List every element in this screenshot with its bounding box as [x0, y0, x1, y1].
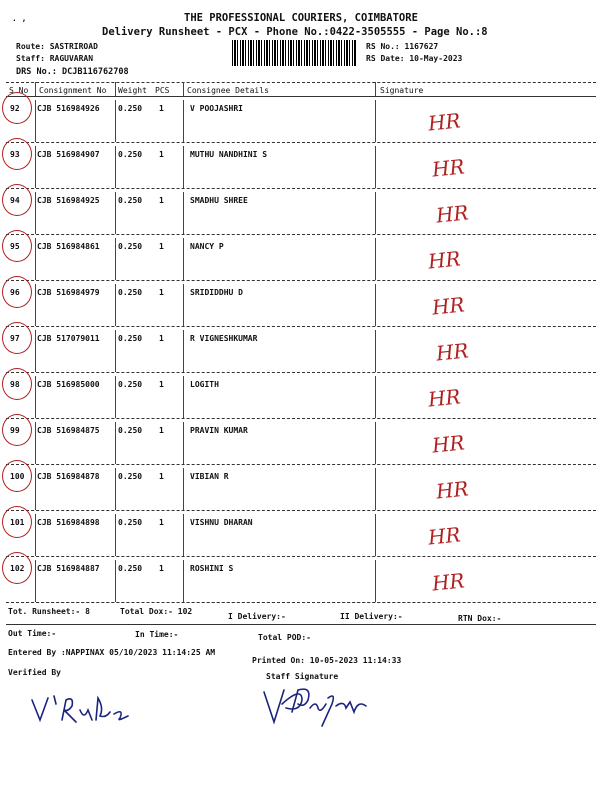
col-divider [183, 514, 184, 556]
row-divider [6, 188, 596, 189]
col-sno: S No [9, 86, 29, 95]
consignment-number: CJB 516984887 [37, 564, 100, 573]
weight-value: 0.250 [118, 104, 143, 113]
staff-signature-label: Staff Signature [266, 672, 339, 681]
weight-value: 0.250 [118, 564, 143, 573]
serial-number: 93 [10, 150, 20, 159]
staff-signature [262, 682, 372, 730]
rs-date: RS Date: 10-May-2023 [366, 54, 463, 63]
row-divider [6, 418, 596, 419]
pcs-value: 1 [159, 150, 164, 159]
total-pod: Total POD:- [258, 633, 311, 642]
consignment-number: CJB 516984926 [37, 104, 100, 113]
row-divider [6, 142, 596, 143]
runsheet-subtitle: Delivery Runsheet - PCX - Phone No.:0422-3505555 - Page No.:8 [102, 26, 488, 38]
serial-number: 101 [10, 518, 25, 527]
col-divider [183, 82, 184, 96]
serial-circle-mark [2, 230, 32, 262]
pcs-value: 1 [159, 242, 164, 251]
tot-runsheet: Tot. Runsheet:- 8 [8, 607, 90, 616]
weight-value: 0.250 [118, 196, 143, 205]
col-divider [35, 100, 36, 142]
consignment-number: CJB 516984875 [37, 426, 100, 435]
col-divider [375, 238, 376, 280]
pcs-value: 1 [159, 472, 164, 481]
pcs-value: 1 [159, 380, 164, 389]
recipient-signature: HR [430, 568, 466, 596]
col-divider [35, 330, 36, 372]
col-divider [183, 468, 184, 510]
col-divider [375, 192, 376, 234]
col-divider [375, 468, 376, 510]
col-signature: Signature [380, 86, 424, 95]
recipient-signature: HR [426, 246, 462, 274]
col-divider [115, 146, 116, 188]
weight-value: 0.250 [118, 334, 143, 343]
verified-by: Verified By [8, 668, 61, 677]
col-divider [183, 560, 184, 602]
weight-value: 0.250 [118, 380, 143, 389]
table-row [0, 422, 600, 468]
consignee-name: NANCY P [190, 242, 224, 251]
table-row [0, 100, 600, 146]
pcs-value: 1 [159, 518, 164, 527]
weight-value: 0.250 [118, 288, 143, 297]
entered-by: Entered By :NAPPINAX 05/10/2023 11:14:25 AM [8, 648, 216, 657]
serial-circle-mark [2, 414, 32, 446]
col-divider [183, 100, 184, 142]
col-divider [375, 376, 376, 418]
serial-number: 92 [10, 104, 20, 113]
company-title: THE PROFESSIONAL COURIERS, COIMBATORE [184, 12, 418, 24]
col-divider [115, 514, 116, 556]
col-divider [35, 238, 36, 280]
footer-mid-rule [6, 624, 596, 625]
consignee-name: R VIGNESHKUMAR [190, 334, 258, 343]
serial-circle-mark [2, 92, 32, 124]
col-divider [35, 514, 36, 556]
serial-circle-mark [2, 552, 32, 584]
staff-label: Staff: RAGUVARAN [16, 54, 94, 63]
col-divider [35, 146, 36, 188]
col-divider [35, 560, 36, 602]
recipient-signature: HR [426, 384, 462, 412]
col-divider [183, 192, 184, 234]
serial-circle-mark [2, 138, 32, 170]
serial-circle-mark [2, 506, 32, 538]
serial-circle-mark [2, 460, 32, 492]
verifier-signature [28, 690, 138, 730]
table-top-rule [6, 82, 596, 83]
row-divider [6, 326, 596, 327]
table-row [0, 284, 600, 330]
table-row [0, 192, 600, 238]
ii-delivery: II Delivery:- [340, 612, 403, 621]
table-row [0, 376, 600, 422]
col-divider [35, 192, 36, 234]
weight-value: 0.250 [118, 518, 143, 527]
recipient-signature: HR [430, 430, 466, 458]
serial-number: 96 [10, 288, 20, 297]
table-row [0, 238, 600, 284]
consignment-number: CJB 516984878 [37, 472, 100, 481]
drs-number: DRS No.: DCJB116762708 [16, 67, 129, 77]
table-row [0, 146, 600, 192]
consignee-name: VIBIAN R [190, 472, 229, 481]
col-divider [115, 560, 116, 602]
pcs-value: 1 [159, 564, 164, 573]
recipient-signature: HR [434, 476, 470, 504]
col-divider [375, 560, 376, 602]
col-divider [183, 422, 184, 464]
col-divider [183, 238, 184, 280]
serial-circle-mark [2, 276, 32, 308]
total-dox: Total Dox:- 102 [120, 607, 193, 616]
row-divider [6, 464, 596, 465]
col-divider [115, 468, 116, 510]
footer-top-rule [6, 602, 596, 603]
serial-circle-mark [2, 322, 32, 354]
in-time: In Time:- [135, 630, 179, 639]
barcode [232, 40, 356, 66]
serial-number: 102 [10, 564, 25, 573]
consignment-number: CJB 516985000 [37, 380, 100, 389]
consignment-number: CJB 516984925 [37, 196, 100, 205]
col-divider [115, 82, 116, 96]
col-divider [375, 514, 376, 556]
row-divider [6, 280, 596, 281]
consignee-name: ROSHINI S [190, 564, 234, 573]
col-divider [35, 82, 36, 96]
col-weight: Weight [118, 86, 147, 95]
serial-number: 97 [10, 334, 20, 343]
row-divider [6, 510, 596, 511]
table-row [0, 468, 600, 514]
col-pcs: PCS [155, 86, 170, 95]
serial-number: 94 [10, 196, 20, 205]
table-row [0, 330, 600, 376]
table-row [0, 560, 600, 606]
consignee-name: SMADHU SHREE [190, 196, 248, 205]
col-consignment: Consignment No [39, 86, 107, 95]
pcs-value: 1 [159, 426, 164, 435]
col-divider [115, 284, 116, 326]
col-divider [375, 100, 376, 142]
table-header-rule [6, 96, 596, 97]
serial-circle-mark [2, 368, 32, 400]
col-divider [115, 376, 116, 418]
pcs-value: 1 [159, 196, 164, 205]
serial-number: 95 [10, 242, 20, 251]
col-divider [35, 284, 36, 326]
recipient-signature: HR [426, 522, 462, 550]
consignee-name: LOGITH [190, 380, 219, 389]
consignee-name: MUTHU NANDHINI S [190, 150, 268, 159]
recipient-signature: HR [430, 292, 466, 320]
weight-value: 0.250 [118, 426, 143, 435]
col-divider [183, 376, 184, 418]
rtn-dox: RTN Dox:- [458, 614, 502, 623]
consignment-number: CJB 516984979 [37, 288, 100, 297]
col-divider [375, 422, 376, 464]
weight-value: 0.250 [118, 242, 143, 251]
i-delivery: I Delivery:- [228, 612, 286, 621]
col-consignee: Consignee Details [187, 86, 269, 95]
col-divider [35, 376, 36, 418]
serial-number: 99 [10, 426, 20, 435]
col-divider [115, 422, 116, 464]
col-divider [375, 82, 376, 96]
consignment-number: CJB 517079011 [37, 334, 100, 343]
recipient-signature: HR [426, 108, 462, 136]
recipient-signature: HR [434, 200, 470, 228]
row-divider [6, 372, 596, 373]
corner-mark: . , [12, 14, 27, 23]
recipient-signature: HR [434, 338, 470, 366]
printed-on: Printed On: 10-05-2023 11:14:33 [252, 656, 402, 665]
rs-number: RS No.: 1167627 [366, 42, 439, 51]
consignee-name: VISHNU DHARAN [190, 518, 253, 527]
col-divider [115, 100, 116, 142]
col-divider [35, 422, 36, 464]
consignee-name: SRIDIDDHU D [190, 288, 243, 297]
serial-number: 98 [10, 380, 20, 389]
col-divider [183, 330, 184, 372]
pcs-value: 1 [159, 104, 164, 113]
consignee-name: V POOJASHRI [190, 104, 243, 113]
consignee-name: PRAVIN KUMAR [190, 426, 248, 435]
serial-circle-mark [2, 184, 32, 216]
col-divider [183, 146, 184, 188]
table-row [0, 514, 600, 560]
weight-value: 0.250 [118, 150, 143, 159]
col-divider [375, 146, 376, 188]
weight-value: 0.250 [118, 472, 143, 481]
row-divider [6, 556, 596, 557]
col-divider [183, 284, 184, 326]
row-divider [6, 234, 596, 235]
pcs-value: 1 [159, 288, 164, 297]
pcs-value: 1 [159, 334, 164, 343]
route-label: Route: SASTRIROAD [16, 42, 98, 51]
consignment-number: CJB 516984898 [37, 518, 100, 527]
col-divider [35, 468, 36, 510]
consignment-number: CJB 516984907 [37, 150, 100, 159]
col-divider [375, 284, 376, 326]
consignment-number: CJB 516984861 [37, 242, 100, 251]
col-divider [115, 192, 116, 234]
col-divider [115, 238, 116, 280]
col-divider [115, 330, 116, 372]
serial-number: 100 [10, 472, 25, 481]
col-divider [375, 330, 376, 372]
out-time: Out Time:- [8, 629, 57, 638]
recipient-signature: HR [430, 154, 466, 182]
